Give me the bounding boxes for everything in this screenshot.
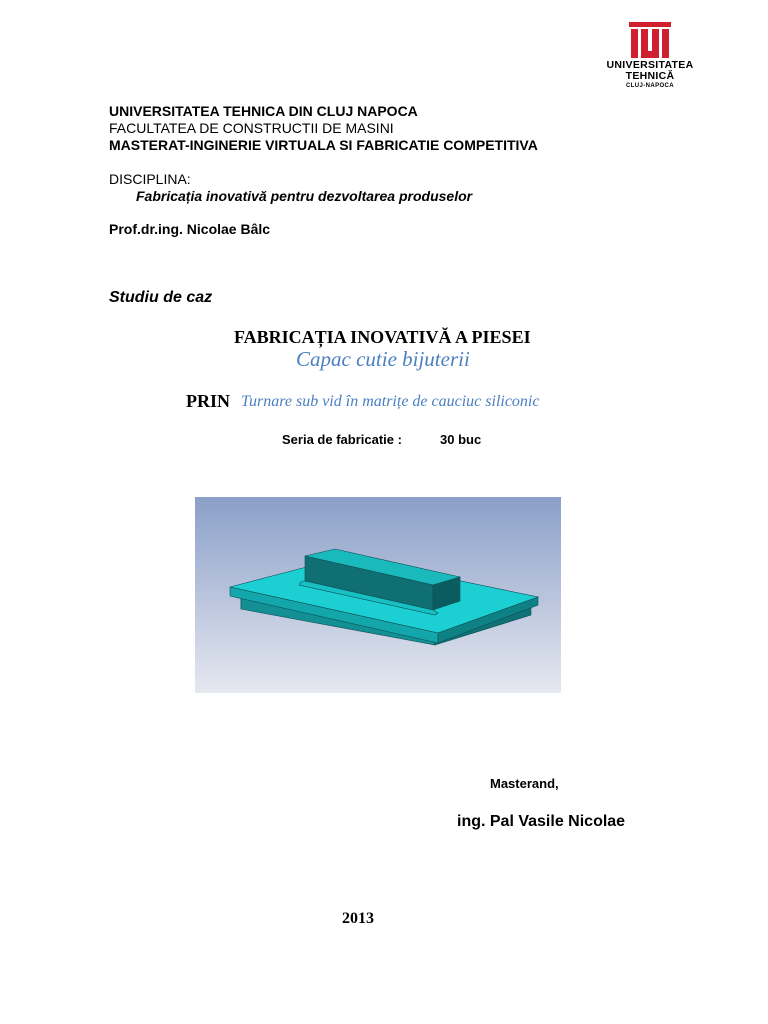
case-study-label: Studiu de caz	[109, 289, 213, 306]
logo-line-2: TEHNICĂ	[625, 70, 675, 82]
utcn-emblem-icon	[629, 22, 671, 58]
prin-label: PRIN	[186, 391, 230, 411]
university-name: UNIVERSITATEA TEHNICA DIN CLUJ NAPOCA	[109, 103, 418, 119]
series-label: Seria de fabricatie :	[282, 432, 402, 447]
university-logo	[595, 22, 705, 102]
logo-line-3: CLUJ-NAPOCA	[625, 83, 675, 89]
author-name: ing. Pal Vasile Nicolae	[457, 813, 626, 830]
logo-line-1: UNIVERSITATEA	[606, 59, 694, 71]
piece-name: Capac cutie bijuterii	[296, 347, 470, 371]
series-value: 30 buc	[440, 432, 482, 447]
document-title: FABRICAȚIA INOVATIVĂ A PIESEI	[234, 327, 531, 347]
document-year: 2013	[342, 910, 374, 927]
professor-name: Prof.dr.ing. Nicolae Bâlc	[109, 221, 271, 237]
author-role: Masterand,	[490, 776, 559, 791]
part-render-image	[195, 497, 561, 693]
discipline-label: DISCIPLINA:	[109, 171, 191, 187]
discipline-name: Fabricația inovativă pentru dezvoltarea produselor	[136, 188, 473, 204]
master-program: MASTERAT-INGINERIE VIRTUALA SI FABRICATIE COMPETITIVA	[109, 137, 538, 153]
manufacturing-method: Turnare sub vid în matrițe de cauciuc siliconic	[241, 393, 540, 410]
faculty-name: FACULTATEA DE CONSTRUCTII DE MASINI	[109, 120, 394, 136]
part-render-svg	[195, 497, 561, 693]
